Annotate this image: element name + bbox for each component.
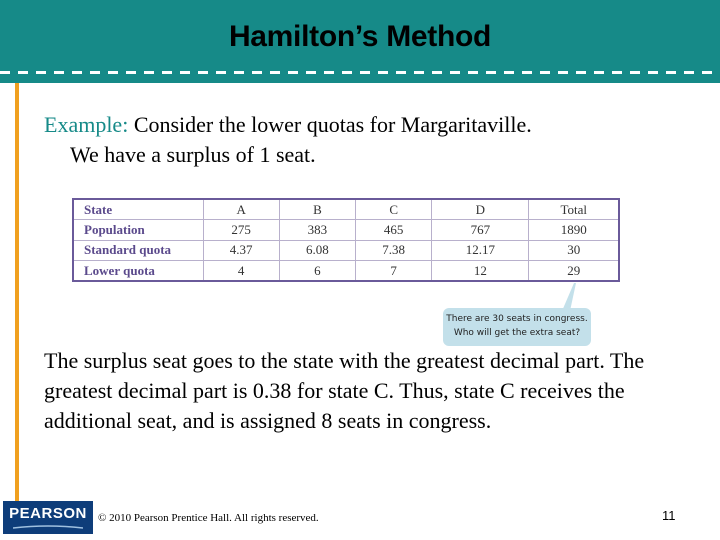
table-cell: 29 xyxy=(529,261,619,282)
table-row xyxy=(73,240,619,261)
logo-swoosh-icon xyxy=(13,525,83,529)
table-cell: 465 xyxy=(356,220,432,241)
table-cell: 6 xyxy=(279,261,355,282)
dashed-divider xyxy=(0,71,720,74)
example-label: Example: xyxy=(44,112,129,137)
table-cell: Total xyxy=(529,199,619,220)
slide-title: Hamilton’s Method xyxy=(228,20,492,53)
callout-line-1: There are 30 seats in congress. xyxy=(446,314,588,324)
table-cell: D xyxy=(432,199,529,220)
table-cell: 12 xyxy=(432,261,529,282)
logo-text: PEARSON xyxy=(9,505,87,522)
row-header: Standard quota xyxy=(73,240,203,261)
callout-bubble xyxy=(443,308,591,346)
table-cell: 4.37 xyxy=(203,240,279,261)
table-row xyxy=(73,261,619,282)
page-number: 11 xyxy=(662,508,676,523)
row-header: Population xyxy=(73,220,203,241)
table-cell: B xyxy=(279,199,355,220)
example-line-1: Consider the lower quotas for Margaritaville. xyxy=(133,112,532,137)
example-text xyxy=(44,110,704,170)
table-cell: 6.08 xyxy=(279,240,355,261)
table-cell: 383 xyxy=(279,220,355,241)
table-cell: C xyxy=(356,199,432,220)
table-cell: 1890 xyxy=(529,220,619,241)
table-row xyxy=(73,199,619,220)
table-cell: 7.38 xyxy=(356,240,432,261)
copyright-text: © 2010 Pearson Prentice Hall. All rights reserved. xyxy=(98,512,319,524)
table-cell: A xyxy=(203,199,279,220)
accent-vertical-line xyxy=(15,83,19,523)
table-cell: 4 xyxy=(203,261,279,282)
quota-table xyxy=(72,198,620,282)
row-header: Lower quota xyxy=(73,261,203,282)
example-line-2: We have a surplus of 1 seat. xyxy=(70,142,316,167)
table-cell: 12.17 xyxy=(432,240,529,261)
table-cell: 30 xyxy=(529,240,619,261)
table-cell: 7 xyxy=(356,261,432,282)
callout-line-2: Who will get the extra seat? xyxy=(453,328,581,338)
table-cell: 767 xyxy=(432,220,529,241)
explanation-paragraph: The surplus seat goes to the state with the greatest decimal part. The greatest decimal part is 0.38 for state C. Thus, state C receives the additional seat, and is assigned 8 seats in congress. xyxy=(44,348,645,433)
table-row xyxy=(73,220,619,241)
pearson-logo xyxy=(3,501,93,534)
table-cell: 275 xyxy=(203,220,279,241)
row-header: State xyxy=(73,199,203,220)
